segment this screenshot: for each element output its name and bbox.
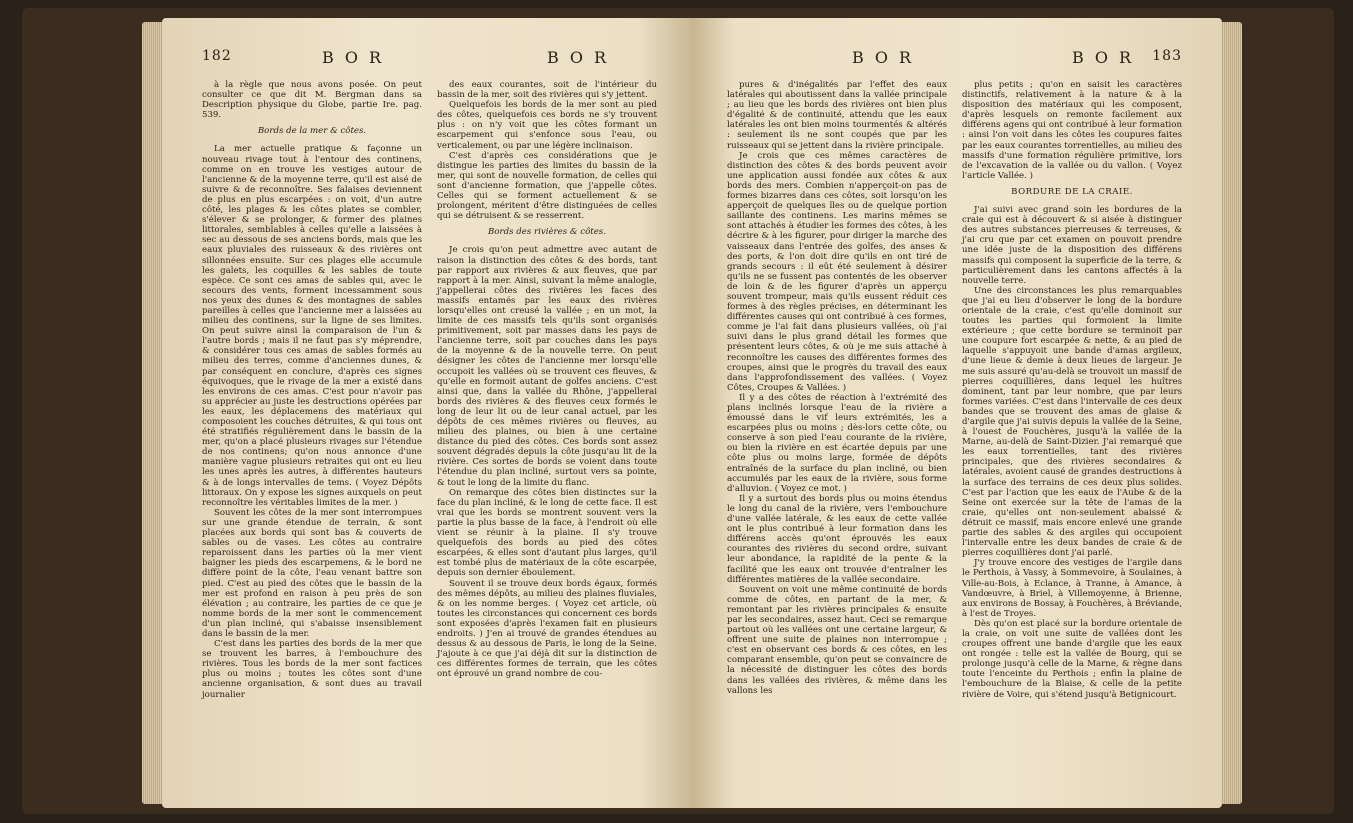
page-number: 182: [202, 48, 232, 64]
paragraph: C'est d'après ces considérations que je distingue les parties des limites du bassin de la mer, qui sont de nouvelle formation, de celles qui sont d'ancienne formation, que j'appelle côtes. Celles qui se forment actuellement & se prolongent, méritent d'être distinguées de celles qui se détruisent & se resserrent.: [437, 150, 657, 222]
paragraph: Une des circonstances les plus remarquables que j'ai eu lieu d'observer le long de la bordure orientale de la craie, c'est qu'elle dominoit sur toutes les parties qui formoient la limite extérieure ; que cette bordure se terminoit par une coupure fort escarpée & nette, & au pied de laquelle s'appuyoit une bande d'amas argileux, d'une lieue & demie à deux lieues de largeur. Je me suis assuré qu'au-delà se trouvoit un massif de pierres coquillières, dans lequel les huîtres dominent, tant par leur nombre, que par leurs formes variées. C'est dans l'intervalle de ces deux bandes que se trouvent des amas de glaise & d'argile que j'ai suivis depuis la vallée de la Seine, à l'ouest de Fouchères, jusqu'à la vallée de la Marne, au-delà de Saint-Dizier. J'ai remarqué que les eaux torrentielles, tant des rivières principales, que des rivières secondaires & latérales, avoient causé de grandes destructions à la surface des terrains de ces deux plus solides. C'est par l'action que les eaux de l'Aube & de la Seine ont exercée sur la tête de l'amas de la craie, qu'elles ont non-seulement abaissé & détruit ce massif, mais encore enlevé une grande partie des sables & des argiles qui occupoient l'intervalle entre les deux bandes de craie & de pierres coquillières dont j'ai parlé.: [962, 285, 1182, 559]
paragraph: Je crois que ces mêmes caractères de distinction des côtes & des bords peuvent avoir une application aussi fondée aux côtes & aux bords des mers. Combien n'apperçoit-on pas de formes bizarres dans ces côtes, soit lorsqu'on les apperçoit de quelques îles ou de quelque portion saillante des continens. Les marins mêmes se sont attachés à étudier les formes des côtes, à les décrire & à les figurer, pour diriger la marche des vaisseaux dans l'entrée des golfes, des anses & des ports, & l'on doit dire qu'ils en ont tiré de grands secours : il eût été seulement à désirer qu'ils ne se fussent pas contentés de les observer de loin & de les figurer d'après un apperçu souvent trompeur, mais qu'ils eussent réduit ces formes à des règles précises, en déterminant les différentes causes qui ont contribué à ces formes, comme je l'ai fait dans plusieurs vallées, où j'ai suivi dans le plus grand détail les formes que présentent leurs côtes, & où je me suis attaché à reconnoître les causes des différentes formes des croupes, ainsi que le progrès du travail des eaux dans l'approfondissement des vallées. ( Voyez Côtes, Croupes & Vallées. ): [727, 150, 947, 393]
paragraph: des eaux courantes, soit de l'intérieur du bassin de la mer, soit des rivières qui s'y jettent.: [437, 80, 657, 101]
paragraph: plus petits ; qu'on en saisit les caractères distinctifs, relativement à la nature & à la disposition des matériaux qui les composent, d'après lesquels on remonte facilement aux différens agens qui ont contribué à leur formation : ainsi l'on voit dans les côtes les coupures faites par les eaux courantes torrentielles, au milieu des massifs d'une formation régulière primitive, lors de l'excavation de la vallée ou du vallon. ( Voyez l'article Vallée. ): [962, 80, 1182, 181]
page-number: 183: [1152, 48, 1182, 64]
paragraph: On remarque des côtes bien distinctes sur la face du plan incliné, & le long de cette face. Il est vrai que les bords se montrent souvent vers la partie la plus basse de la face, à l'endroit où elle vient se réunir à la plaine. Il s'y trouve quelquefois des bords au pied des côtes escarpées, & elles sont d'autant plus larges, qu'il est tombé plus de matériaux de la côte escarpée, depuis son dernier éboulement.: [437, 487, 657, 579]
right-page-header: [732, 48, 1182, 70]
text-column: [962, 80, 1182, 700]
paragraph: Souvent il se trouve deux bords égaux, formés des mêmes dépôts, au milieu des plaines fluviales, & on les nomme berges. ( Voyez cet article, où toutes les circonstances qui concernent ces bords sont exposées d'après l'examen fait en plusieurs endroits. ) J'en ai trouvé de grandes étendues au dessus & au dessous de Paris, le long de la Seine. J'ajoute à ce que j'ai déjà dit sur la distinction de ces différentes formes de terrain, que les côtes ont éprouvé un grand nombre de cou-: [437, 578, 657, 680]
paragraph: C'est dans les parties des bords de la mer que se trouvent les barres, à l'embouchure des rivières. Tous les bords de la mer sont factices plus ou moins ; toutes les côtes sont d'une ancienne organisation, & sont dues au travail journalier: [202, 639, 422, 700]
paragraph: Il y a surtout des bords plus ou moins étendus le long du canal de la rivière, vers l'embouchure d'une vallée latérale, & les eaux de cette vallée ont le plus contribué à leur formation dans les différens accès qu'ont éprouvés les eaux courantes des rivières du second ordre, suivant leur abondance, la rapidité de la pente & la facilité que les eaux ont trouvée d'entraîner les différentes matières de la vallée secondaire.: [727, 493, 947, 585]
running-head: B O R: [1072, 48, 1135, 67]
page-edges-left: [142, 22, 164, 804]
left-page: [162, 18, 692, 808]
paragraph: Souvent on voit une même continuité de bords comme de côtes, en partant de la mer, & remontant par les rivières principales & ensuite par les secondaires, assez haut. Ceci se remarque partout où les vallées ont une certaine largeur, & offrent une suite de plaines non interrompue ; c'est en observant ces bords & ces côtes, en les comparant ensemble, qu'on peut se convaincre de la nécessité de distinguer les côtes des bords dans les vallées des rivières, & même dans les vallons les: [727, 584, 947, 696]
page-edges-right: [1220, 22, 1242, 804]
paragraph: à la règle que nous avons posée. On peut consulter ce que dit M. Bergman dans sa Description physique du Globe, partie Ire. pag. 539.: [202, 80, 422, 121]
paragraph: Souvent les côtes de la mer sont interrompues sur une grande étendue de terrain, & sont placées aux bords qui sont bas & couverts de sables ou de vases. Les côtes au contraire reparoissent dans les parties où la mer vient baigner les pieds des escarpemens, & le bord ne diffère point de la côte, l'eau venant battre son pied. C'est au pied des côtes que le bassin de la mer est profond en raison à peu près de son élévation ; au contraire, les parties de ce que je nomme bords de la mer sont le commencement d'un plan incliné, qui s'abaisse insensiblement dans le bassin de la mer.: [202, 507, 422, 639]
text-column: [437, 80, 657, 679]
paragraph: Quelquefois les bords de la mer sont au pied des côtes, quelquefois ces bords ne s'y trouvent plus : on n'y voit que les côtes formant un escarpement qui s'enfonce sous l'eau, ou verticalement, ou par une légère inclinaison.: [437, 100, 657, 151]
paragraph: pures & d'inégalités par l'effet des eaux latérales qui aboutissent dans la vallée principale ; au lieu que les bords des rivières ont bien plus d'égalité & de continuité, attendu que les eaux latérales les ont bien moins tourmentés & altérés : seulement ils ne sont coupés que par les ruisseaux qui se jettent dans la rivière principale.: [727, 80, 947, 151]
paragraph: Je crois qu'on peut admettre avec autant de raison la distinction des côtes & des bords, tant par rapport aux rivières & aux fleuves, que par rapport à la mer. Ainsi, suivant la même analogie, j'appellerai côtes des rivières les faces des massifs entamés par les eaux des rivières lorsqu'elles ont creusé la vallée ; en un mot, la limite de ces massifs tels qu'ils sont organisés primitivement, soit par masses dans les pays de l'ancienne terre, soit par couches dans les pays de la moyenne & de la nouvelle terre. On peut désigner les côtes de l'ancienne mer lorsqu'elle occupoit les vallées où se trouvent ces fleuves, & qu'elle en formoit autant de golfes anciens. C'est ainsi que, dans la vallée du Rhône, j'appellerai bords des rivières & des fleuves ceux formés le long de leur lit ou de leur canal actuel, par les dépôts de ces mêmes rivières ou fleuves, au milieu des plaines, ou bien à une certaine distance du pied des côtes. Ces bords sont assez souvent dégradés depuis la côte jusqu'au lit de la rivière. Ces sortes de bords se voient dans toute l'étendue du plan incliné, surtout vers sa pointe, & tout le long de la limite du flanc.: [437, 245, 657, 488]
paragraph: J'y trouve encore des vestiges de l'argile dans le Perthois, à Vassy, à Sommevoire, à Soulaines, à Ville-au-Bois, à Eclance, à Tranne, à Amance, à Vandœuvre, à Briel, à Villemoyenne, à Brienne, aux environs de Bossay, à Fouchères, à Bréviande, à l'est de Troyes.: [962, 558, 1182, 619]
running-head: B O R: [852, 48, 915, 67]
running-head: B O R: [322, 48, 385, 67]
left-page-header: [202, 48, 652, 70]
running-head: B O R: [547, 48, 610, 67]
section-heading: Bords des rivières & côtes.: [488, 227, 606, 238]
open-book: [22, 8, 1334, 814]
text-column: [202, 80, 422, 700]
paragraph: La mer actuelle pratique & façonne un nouveau rivage tout à l'entour des continens, comme on en trouve les vestiges autour de l'ancienne & de la moyenne terre, qu'il est aisé de suivre & de reconnoître. Ses falaises deviennent de plus en plus escarpées : on voit, d'un autre côté, les plages & les côtes plates se combler, s'élever & se prolonger, & former des plaines littorales, semblables à celles qu'elle a laissées à sec au dessous de ses anciens bords, mais que les eaux pluviales des ruisseaux & des rivières ont sillonnées ensuite. Sur ces plages elle accumule les galets, les coquilles & les sables de toute espèce. Ce sont ces amas de sables qui, avec le secours des vents, forment incessamment sous nos yeux des dunes & des montagnes de sables pareilles à celles que l'ancienne mer a laissées au milieu des continens, sur la ligne de ses limites. On peut suivre ainsi la comparaison de l'un & l'autre bords ; mais il ne faut pas s'y méprendre, & considérer tous ces amas de sables formés au milieu des terres, comme d'anciennes dunes, & par conséquent en conclure, d'après ces signes équivoques, que le rivage de la mer a existé dans les environs de ces amas. C'est pour n'avoir pas su apprécier au juste les destructions opérées par les eaux, les déplacemens des matériaux qui composoient les couches détruites, & qui tous ont été stratifiés régulièrement dans le bassin de la mer, qu'on a placé plusieurs rivages sur l'étendue de nos continens; qu'on nous annonce d'une manière vague plusieurs retraites qui ont eu lieu les unes après les autres, à différentes hauteurs & à de longs intervalles de tems. ( Voyez Dépôts littoraux. On y expose les signes auxquels on peut reconnoître les véritables limites de la mer. ): [202, 144, 422, 508]
paragraph: Dès qu'on est placé sur la bordure orientale de la craie, on voit une suite de vallées dont les croupes offrent une bande d'argile que les eaux ont rongée : telle est la vallée de Bourg, qui se prolonge jusqu'à celle de la Marne, & règne dans toute l'enceinte du Perthois ; enfin la plaine de l'embouchure de la Blaise, & celle de la petite rivière de Voire, qui s'étend jusqu'à Betignicourt.: [962, 618, 1182, 700]
text-column: [727, 80, 947, 696]
paragraph: J'ai suivi avec grand soin les bordures de la craie qui est à découvert & si aisée à distinguer des autres substances pierreuses & terreuses, & j'ai cru que par cet examen on pouvoit prendre une idée juste de la disposition des différens massifs qui composent la superficie de la terre, & particulièrement dans les cantons affectés à la nouvelle terre.: [962, 205, 1182, 286]
section-heading: BORDURE DE LA CRAIE.: [1011, 186, 1133, 197]
section-heading: Bords de la mer & côtes.: [257, 126, 367, 137]
right-page: [692, 18, 1222, 808]
paragraph: Il y a des côtes de réaction à l'extrémité des plans inclinés lorsque l'eau de la rivière a émoussé dans le vif leurs extrémités, les a escarpées plus ou moins ; dès-lors cette côte, ou conserve à son pied l'eau courante de la rivière, ou bien la rivière en est écartée depuis par une côte plus ou moins large, formée de dépôts entraînés de la surface du plan incliné, ou bien accumulés par les eaux de la rivière, sous forme d'alluvion. ( Voyez ce mot. ): [727, 392, 947, 494]
